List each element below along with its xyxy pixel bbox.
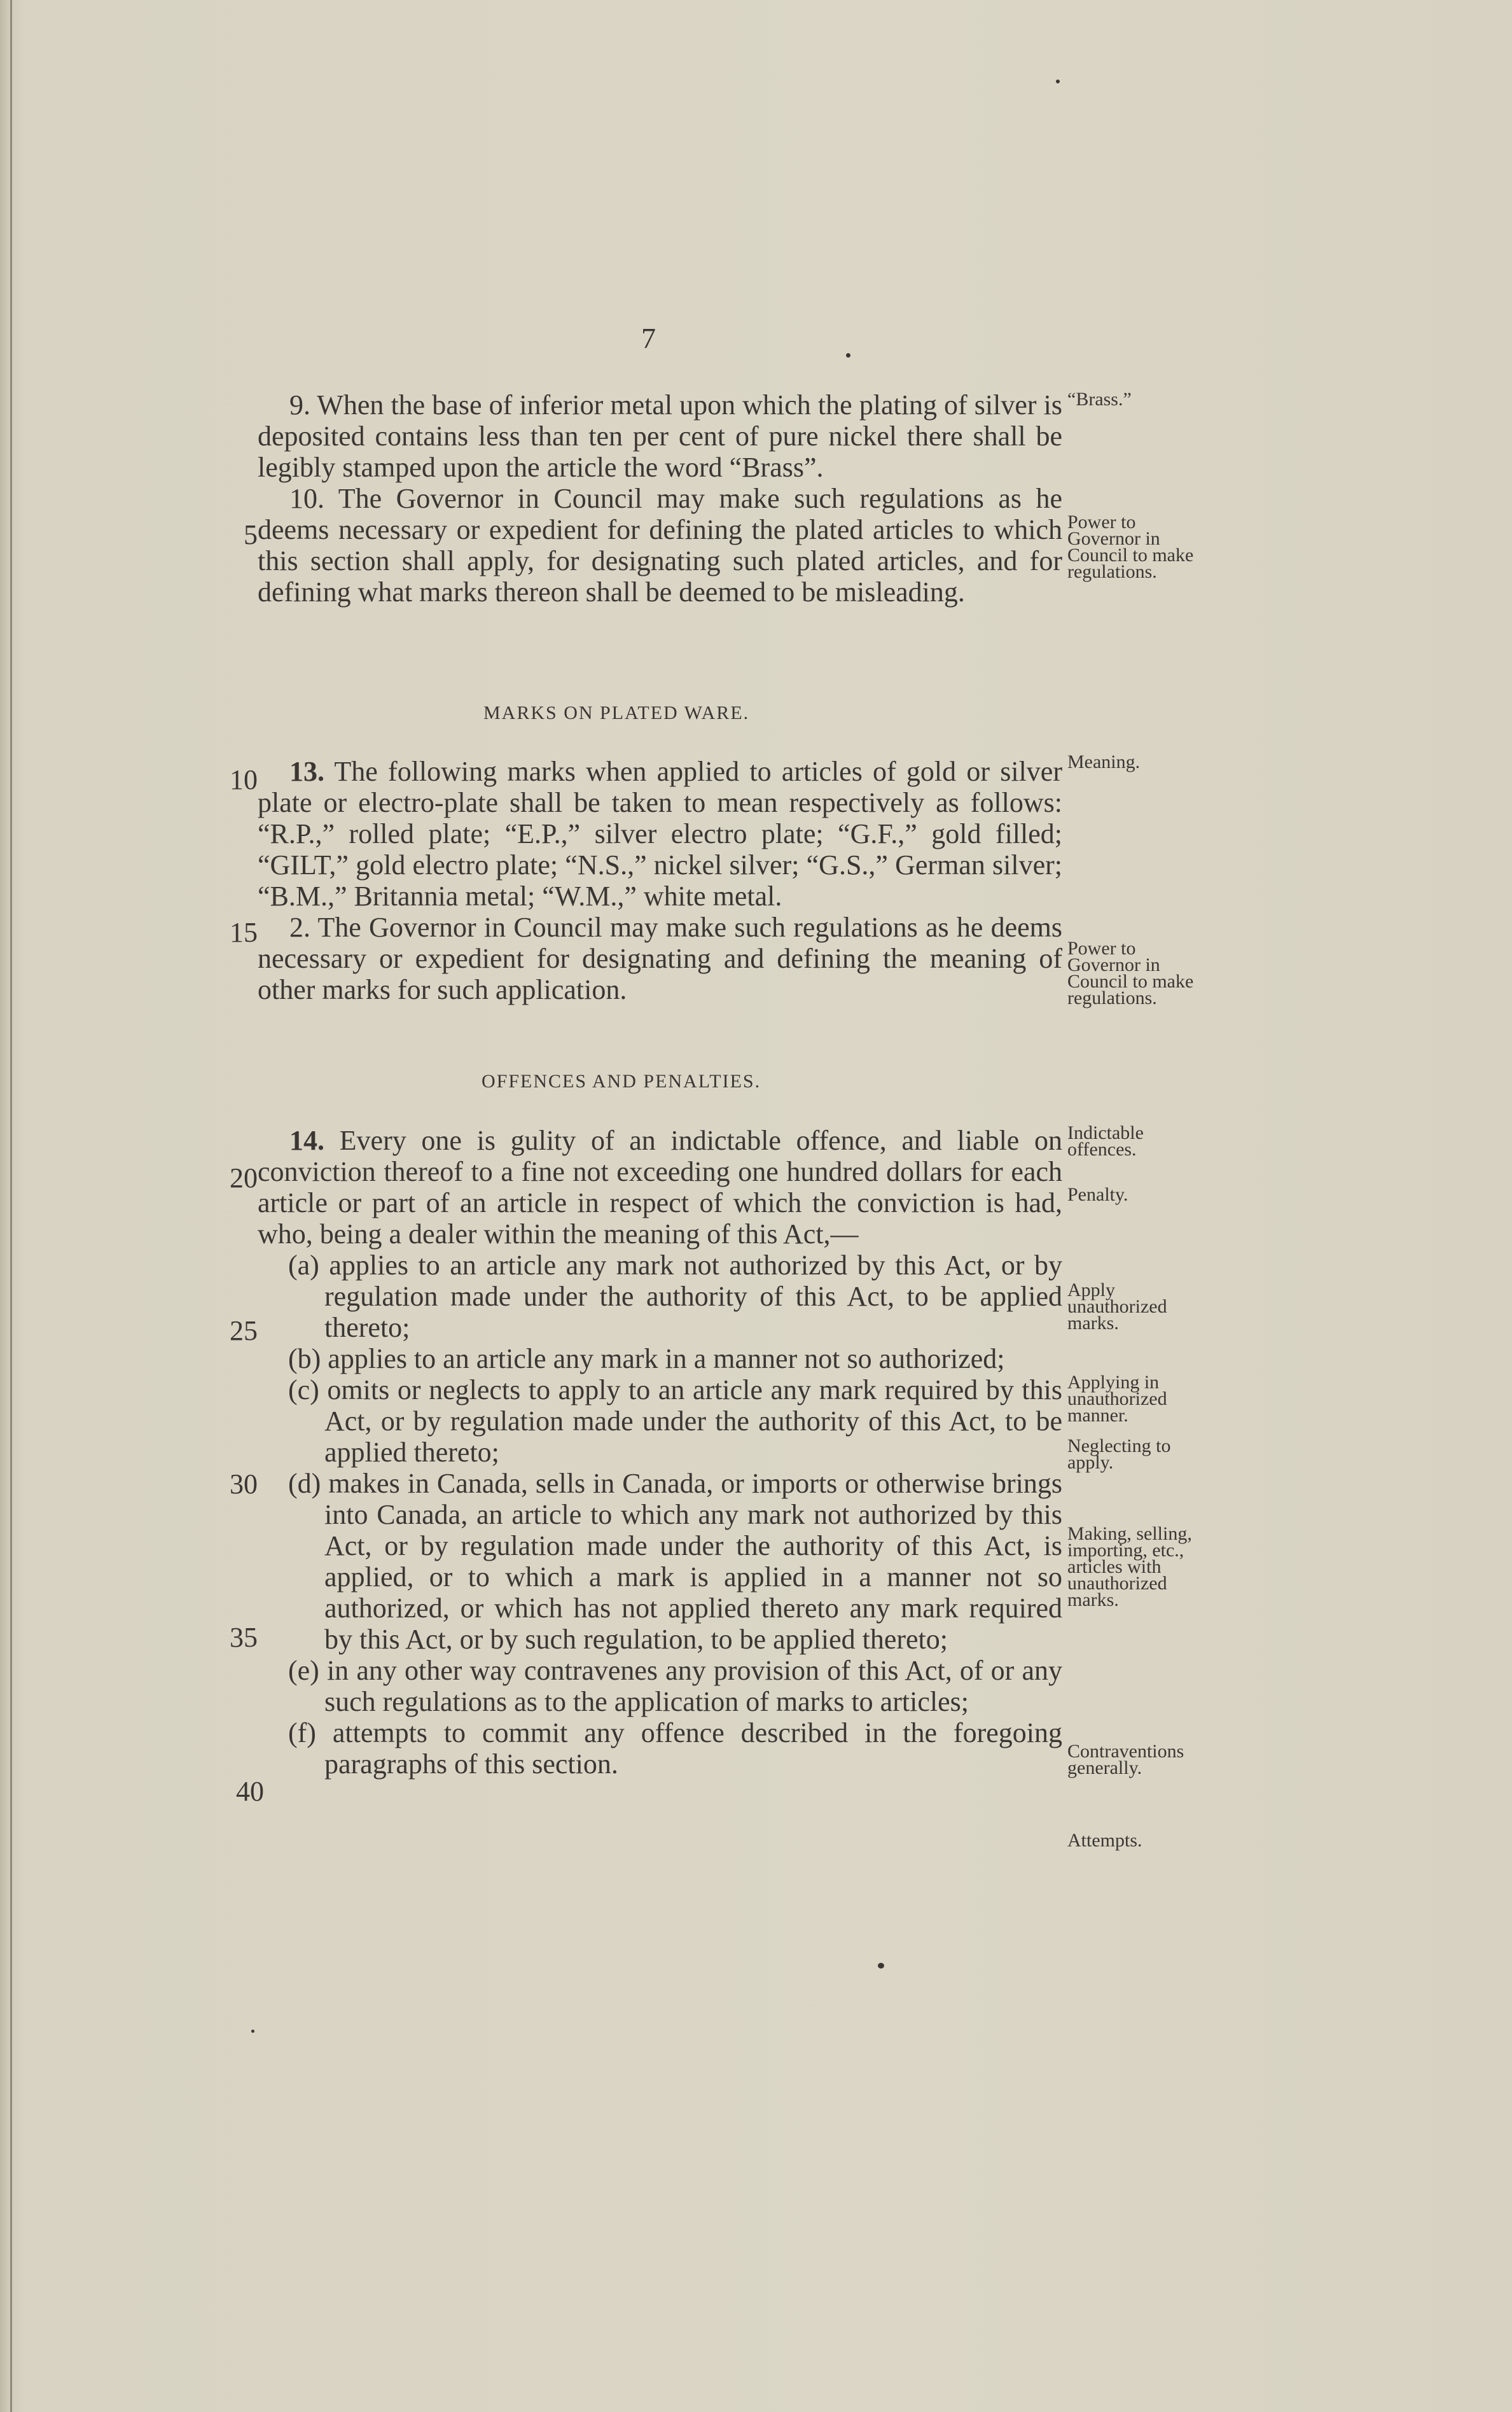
heading-marks-on-plated-ware: MARKS ON PLATED WARE. [483,702,750,723]
section-13 [258,756,1062,1005]
section-13-text: The following marks when applied to articles of gold or silver plate or electro-plate shall be taken to mean respectively as follows: “R.P.,” rolled plate; “E.P.,” silver electro plate; “G.F.,” gold filled; “GILT,” gold electro plate; “N.S.,” nickel silver; “G.S.,” German silver; “B.M.,” Britannia metal; “W.M.,” white metal. [258,756,1062,912]
paper-speck [1056,80,1060,83]
page-number: 7 [641,322,656,354]
sidenote-brass: “Brass.” [1067,389,1132,410]
line-number-20: 20 [230,1162,258,1194]
item-a: (a) applies to an article any mark not authorized by this Act, or by regulation made under the authority of this Act, to be applied thereto; [288,1250,1062,1343]
paragraph-14 [258,1125,1062,1250]
item-e: (e) in any other way contravenes any provision of this Act, of or any such regulations as to the application of marks to articles; [288,1655,1062,1717]
sidenote-neglecting: Neglecting to apply. [1067,1435,1171,1473]
sidenote-power-regulations-2: Power to Governor in Council to make regulations. [1067,938,1194,1008]
sidenote-apply-unauthorized: Apply unauthorized marks. [1067,1279,1167,1334]
sidenote-attempts: Attempts. [1067,1830,1142,1851]
line-number-15: 15 [230,917,258,948]
paragraph-9: 9. When the base of inferior metal upon which the plating of silver is deposited contains less than ten per cent of pure nickel there shall be legibly stamped upon the article the word “Brass”. [258,389,1062,483]
line-number-40: 40 [236,1776,264,1807]
paragraph-13 [258,756,1062,912]
sidenote-applying-manner: Applying in unauthorized manner. [1067,1372,1167,1426]
item-f: (f) attempts to commit any offence described in the foregoing paragraphs of this section. [288,1717,1062,1780]
paragraph-13-2: 2. The Governor in Council may make such regulations as he deems necessary or expedient for designating and defining the meaning of other marks for such application. [258,912,1062,1005]
paper-speck [878,1963,884,1969]
item-d: (d) makes in Canada, sells in Canada, or imports or otherwise brings into Canada, an article to which any mark not authorized by this Act, or by regulation made under the authority of this Act, is applied, or to which a mark is applied in a manner not so authorized, or which has not applied thereto any mark required by this Act, or by such regulation, to be applied thereto; [288,1468,1062,1655]
line-number-30: 30 [230,1468,258,1500]
sections-9-10 [258,389,1062,608]
sidenote-power-regulations: Power to Governor in Council to make regulations. [1067,512,1194,582]
sidenote-contraventions: Contraventions generally. [1067,1741,1184,1778]
item-b: (b) applies to an article any mark in a manner not so authorized; [288,1343,1005,1374]
paper-speck [846,353,850,358]
sidenote-indictable-offences: Indictable offences. [1067,1122,1144,1160]
section-14 [258,1125,1062,1780]
section-14-text: Every one is gulity of an indictable offence, and liable on conviction thereof to a fine not exceeding one hundred dollars for each article or part of an article in respect of which the conviction is had, who, being a dealer within the meaning of this Act,— [258,1125,1062,1250]
item-c: (c) omits or neglects to apply to an article any mark required by this Act, or by regulation made under the authority of this Act, to be applied thereto; [288,1374,1062,1468]
line-number-35: 35 [230,1622,258,1653]
line-number-5: 5 [244,519,258,550]
paper-speck [251,2030,254,2033]
section-number-13: 13. [289,756,324,787]
paragraph-10: 10. The Governor in Council may make such regulations as he deems necessary or expedient for defining the plated articles to which this section shall apply, for designating such plated articles, and for defining what marks thereon shall be deemed to be misleading. [258,483,1062,608]
sidenote-meaning: Meaning. [1067,751,1141,772]
page-edge [10,0,12,2412]
heading-offences-and-penalties: OFFENCES AND PENALTIES. [482,1071,761,1092]
sidenote-penalty: Penalty. [1067,1184,1128,1205]
line-number-25: 25 [230,1315,258,1346]
sidenote-making-selling: Making, selling, importing, etc., articles with unauthorized marks. [1067,1523,1192,1610]
section-number-14: 14. [289,1125,324,1156]
line-number-10: 10 [230,764,258,795]
